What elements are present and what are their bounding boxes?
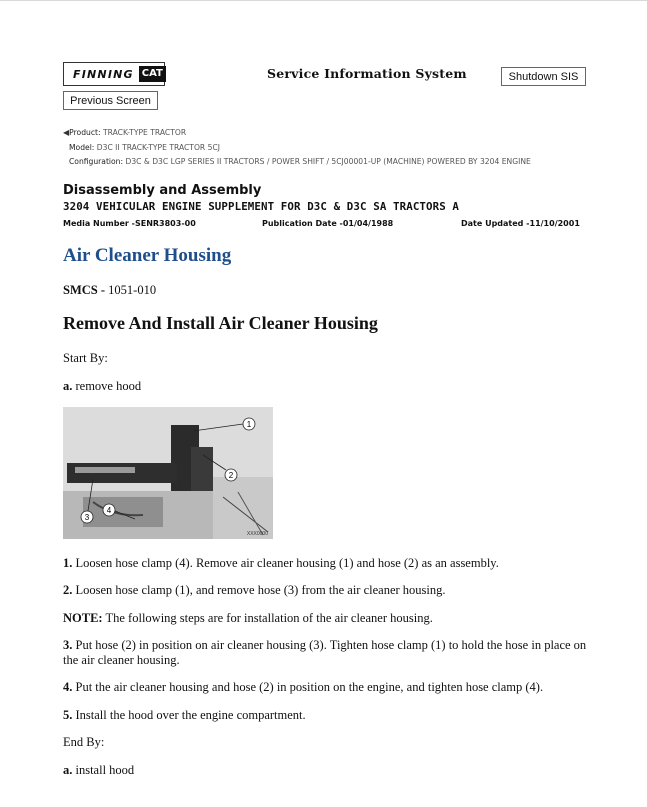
- end-by-label: End By:: [63, 735, 105, 749]
- finning-cat-logo: [63, 62, 165, 86]
- logo-cat-badge: CAT: [139, 66, 166, 82]
- model-value: D3C II TRACK-TYPE TRACTOR 5CJ: [96, 143, 220, 152]
- end-step: [63, 763, 588, 778]
- step-2: [63, 583, 588, 598]
- installation-note: [63, 611, 588, 626]
- page-title: Air Cleaner Housing: [63, 245, 232, 266]
- callout-3: 3: [84, 513, 90, 522]
- step-number: 4.: [63, 680, 73, 694]
- configuration-line: [69, 157, 531, 166]
- previous-screen-button[interactable]: Previous Screen: [63, 91, 158, 110]
- step-4: [63, 680, 588, 695]
- configuration-label: Configuration:: [69, 157, 124, 166]
- product-label: Product:: [69, 128, 101, 137]
- step-text: Put hose (2) in position on air cleaner housing (3). Tighten hose clamp (1) to hold the hose in place on the air cleaner housing.: [63, 638, 587, 667]
- step-text: Install the hood over the engine compartment.: [75, 708, 306, 722]
- step-text: Loosen hose clamp (1), and remove hose (3) from the air cleaner housing.: [75, 583, 446, 597]
- start-step-text: remove hood: [75, 379, 142, 393]
- product-line: [63, 128, 186, 137]
- start-step-number: a.: [63, 379, 73, 393]
- logo-finning-text: FINNING: [73, 67, 134, 81]
- model-line: [69, 143, 220, 152]
- end-step-number: a.: [63, 763, 73, 777]
- smcs-code: [63, 283, 156, 298]
- publication-date: Publication Date -01/04/1988: [262, 219, 394, 228]
- illustration-code: XXX0000: [246, 531, 268, 537]
- note-label: NOTE:: [63, 611, 103, 625]
- step-text: Loosen hose clamp (4). Remove air cleaner housing (1) and hose (2) as an assembly.: [75, 556, 499, 570]
- note-text: The following steps are for installation of the air cleaner housing.: [105, 611, 433, 625]
- step-5: [63, 708, 588, 723]
- illustration-drawing: [63, 407, 273, 539]
- end-step-text: install hood: [75, 763, 135, 777]
- top-divider: [0, 0, 647, 1]
- shutdown-sis-button[interactable]: Shutdown SIS: [501, 67, 586, 86]
- supplement-title: 3204 VEHICULAR ENGINE SUPPLEMENT FOR D3C & D3C SA TRACTORS A: [63, 200, 460, 213]
- step-number: 3.: [63, 638, 73, 652]
- media-number: Media Number -SENR3803-00: [63, 219, 196, 228]
- callout-4: 4: [106, 506, 112, 515]
- step-3: [63, 638, 588, 668]
- start-by-label: Start By:: [63, 351, 108, 365]
- callout-2: 2: [228, 471, 234, 480]
- step-number: 1.: [63, 556, 73, 570]
- step-1: [63, 556, 588, 571]
- step-text: Put the air cleaner housing and hose (2) in position on the engine, and tighten hose clamp (4).: [75, 680, 544, 694]
- callout-1: 1: [246, 420, 252, 429]
- air-cleaner-illustration: [63, 407, 273, 539]
- product-value: TRACK-TYPE TRACTOR: [102, 128, 187, 137]
- smcs-value: 1051-010: [108, 283, 157, 297]
- configuration-value: D3C & D3C LGP SERIES II TRACTORS / POWER SHIFT / 5CJ00001-UP (MACHINE) POWERED BY 3204 ENGINE: [125, 157, 531, 166]
- model-label: Model:: [69, 143, 95, 152]
- system-title: Service Information System: [267, 66, 467, 81]
- step-number: 2.: [63, 583, 73, 597]
- date-updated: Date Updated -11/10/2001: [461, 219, 580, 228]
- start-step: [63, 379, 588, 394]
- procedure-heading: Remove And Install Air Cleaner Housing: [63, 313, 378, 333]
- smcs-label: SMCS -: [63, 283, 106, 297]
- step-number: 5.: [63, 708, 73, 722]
- back-arrow-icon[interactable]: ◀: [63, 128, 70, 137]
- section-heading: Disassembly and Assembly: [63, 183, 262, 198]
